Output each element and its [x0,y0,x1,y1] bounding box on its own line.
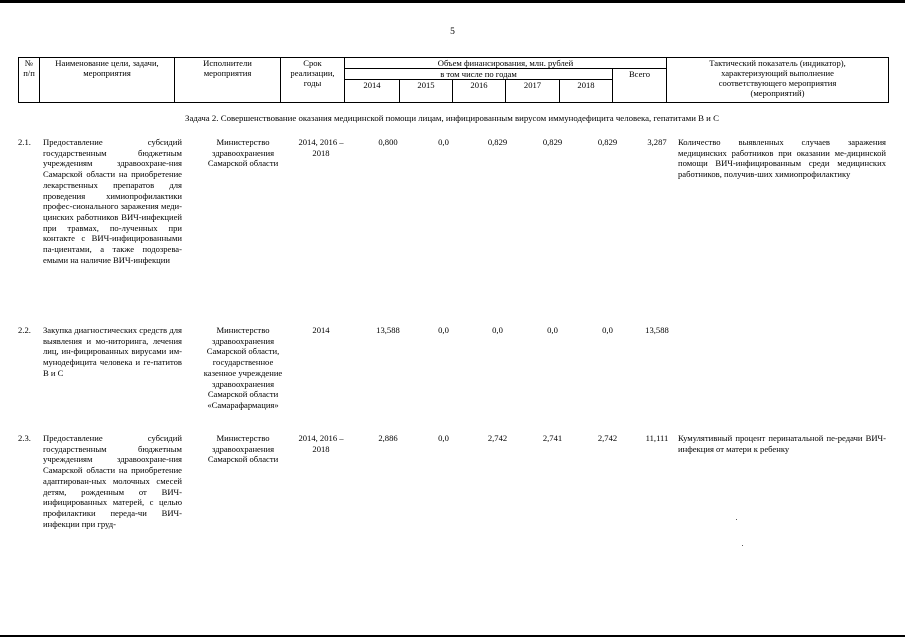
value-total: 3,287 [647,137,667,147]
header-finance: Объем финансирования, млн. рублей [345,58,667,69]
value-2015: 0,0 [438,137,449,147]
value-2016: 0,829 [487,137,508,147]
value-2017: 2,741 [542,433,563,443]
header-indicator: Тактический показатель (индикатор), характеризующий выполнение соответствующего мероприятия (мероприятий) [667,58,889,103]
value-2017: 0,0 [547,325,558,335]
page-number: 5 [450,27,455,37]
row-term: 2014 [312,325,330,335]
row-term: 2014, 2016 – 2018 [298,137,344,158]
bottom-border [0,635,905,637]
row-indicator: Количество выявленных случаев заражения медицинских работников при оказании ме-дицинской помощи ВИЧ-инфицированным среди медицинских работников, получив-ших химиопрофилактику [678,137,886,180]
row-name: Предоставление субсидий государственным бюджетным учреждениям здравоохране-ния Самарской области на приобретение лекарственных препаратов для проведения химиопрофилактики профес-сионального заражения меди-цинских работников ВИЧ-инфекцией при травмах, по-лученных при контакте с ВИЧ-инфицированными па-циентами, а также подозрева-емыми на наличие ВИЧ-инфекции [43,137,182,265]
header-year: 2018 [560,80,613,103]
header-name: Наименование цели, задачи, мероприятия [40,58,175,103]
row-number: 2.3. [18,433,31,443]
value-2014: 2,886 [378,433,398,443]
table-row [18,137,888,317]
value-2015: 0,0 [438,433,449,443]
value-2016: 2,742 [487,433,508,443]
row-term: 2014, 2016 – 2018 [298,433,344,454]
scan-speck [742,545,743,546]
table-row [18,325,888,425]
row-name: Закупка диагностических средств для выявления и мо-ниторинга, лечения лиц, ин-фицированных вирусами им-мунодефицита человека и ге-патитов В и С [43,325,182,378]
value-2014: 13,588 [376,325,400,335]
value-2016: 0,0 [492,325,503,335]
row-executor: Министерство здравоохранения Самарской области [207,433,279,465]
row-indicator: Кумулятивный процент перинатальной пе-редачи ВИЧ-инфекция от матери к ребенку [678,433,886,454]
value-2017: 0,829 [542,137,563,147]
header-year: 2016 [453,80,506,103]
value-2018: 0,829 [597,137,618,147]
header-year: 2014 [345,80,400,103]
header-year: 2017 [506,80,560,103]
value-2014: 0,800 [378,137,398,147]
value-2015: 0,0 [438,325,449,335]
value-total: 11,111 [645,433,669,443]
value-total: 13,588 [645,325,669,335]
top-border [0,0,905,3]
task-title: Задача 2. Совершенствование оказания медицинской помощи лицам, инфицированным вирусом иммунодефицита человека, гепатитами В и С [185,113,719,123]
row-number: 2.2. [18,325,31,335]
header-by-year: в том числе по годам [345,69,613,80]
row-name: Предоставление субсидий государственным бюджетным учреждениям здравоохране-ния Самарской области на приобретение адаптирован-ных молочных смесей детям, рожденным от ВИЧ-инфицированных матерей, с целью профилактики переда-чи ВИЧ-инфекции при груд- [43,433,182,529]
row-executor: Министерство здравоохранения Самарской области, государственное казенное учреждение здравоохранения Самарской области «Самарафармация» [203,325,283,410]
table-header [18,57,889,103]
scan-speck [736,519,737,520]
header-num: № п/п [19,58,40,103]
value-2018: 0,0 [602,325,613,335]
header-term: Срок реализации, годы [281,58,345,103]
row-executor: Министерство здравоохранения Самарской области [207,137,279,169]
value-2018: 2,742 [597,433,618,443]
header-executors: Исполнители мероприятия [175,58,281,103]
table-row [18,433,888,558]
header-year: 2015 [400,80,453,103]
row-number: 2.1. [18,137,31,147]
header-total: Всего [613,69,667,103]
